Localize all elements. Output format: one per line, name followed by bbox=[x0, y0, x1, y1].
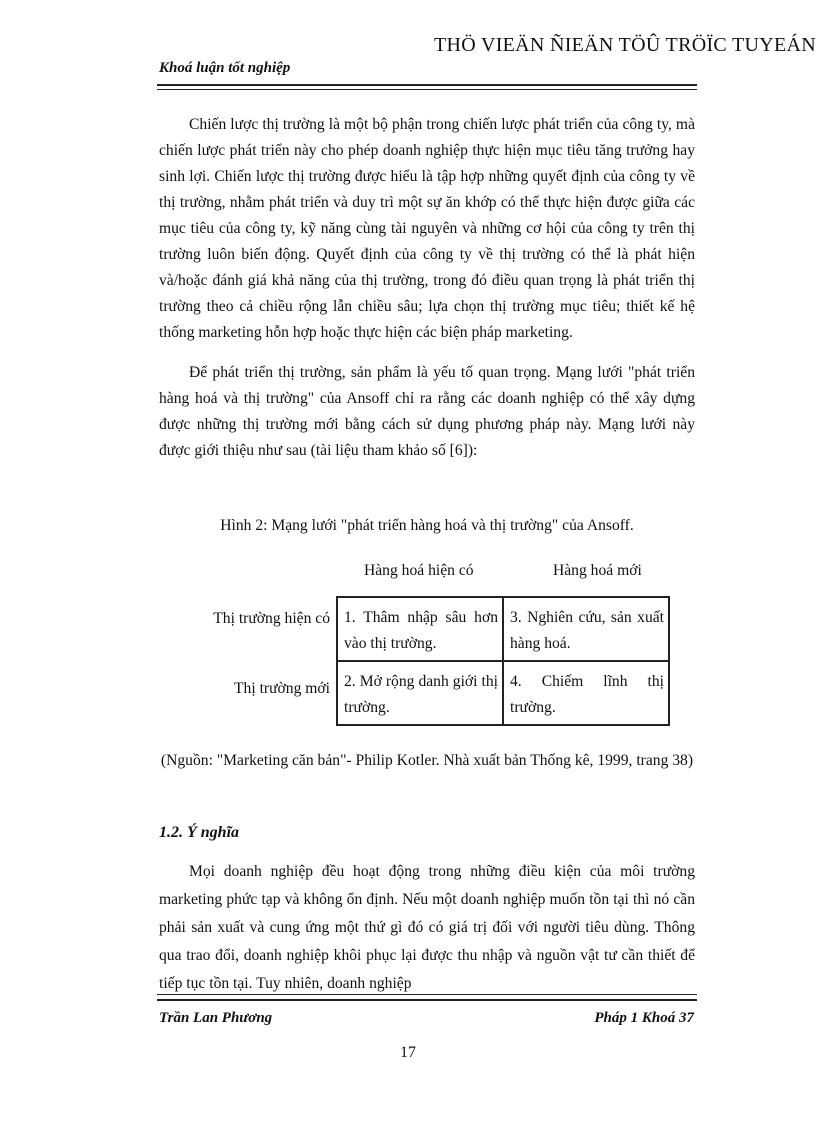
footer-rule-thin bbox=[157, 994, 697, 995]
section-heading: 1.2. Ý nghĩa bbox=[159, 824, 240, 841]
row-label-existing-market: Thị trường hiện có bbox=[213, 610, 330, 627]
header-rule bbox=[157, 84, 697, 86]
page-number: 17 bbox=[400, 1044, 416, 1061]
ansoff-matrix bbox=[336, 596, 670, 726]
section-body bbox=[159, 858, 695, 998]
paragraph-1: Chiến lược thị trường là một bộ phận trong chiến lược phát triển của công ty, mà chiến lược phát triển này cho phép doanh nghiệp thực hiện mục tiêu tăng trưởng hay sinh lợi. Chiến lược thị trường được hiểu là tập hợp những quyết định của công ty về thị trường, nhằm phát triển và duy trì một sự ăn khớp có thể thực hiện được giữa các mục tiêu của công ty, kỹ năng cùng tài nguyên và những cơ hội của công ty trên thị trường luôn biến động. Quyết định của công ty về thị trường có thể là phát hiện và/hoặc đánh giá khả năng của thị trường, trong đó điều quan trọng là phát triển thị trường theo cả chiều rộng lẫn chiều sâu; lựa chọn thị trường mục tiêu; thiết kế hệ thống marketing hỗn hợp hoặc thực hiện các biện pháp marketing. bbox=[159, 116, 695, 341]
figure-caption: Hình 2: Mạng lưới "phát triển hàng hoá và thị trường" của Ansoff. bbox=[220, 517, 634, 534]
col-header-existing-goods: Hàng hoá hiện có bbox=[364, 562, 474, 579]
row-label-new-market: Thị trường mới bbox=[234, 680, 330, 697]
footer-rule bbox=[157, 999, 697, 1001]
matrix-cell-2: 2. Mở rộng danh giới thị trường. bbox=[337, 661, 503, 725]
section-paragraph-1: Mọi doanh nghiệp đều hoạt động trong những điều kiện của môi trường marketing phức tạp và không ổn định. Nếu một doanh nghiệp muốn tồn tại thì nó cần phải sản xuất và cung ứng một thứ gì đó có giá trị đối với người tiêu dùng. Thông qua trao đổi, doanh nghiệp khôi phục lại được thu nhập và nguồn vật tư cần thiết để tiếp tục tồn tại. Tuy nhiên, doanh nghiệp bbox=[159, 863, 695, 992]
matrix-cell-3: 3. Nghiên cứu, sản xuất hàng hoá. bbox=[503, 597, 669, 661]
header-title: Khoá luận tốt nghiệp bbox=[159, 60, 291, 76]
matrix-cell-1: 1. Thâm nhập sâu hơn vào thị trường. bbox=[337, 597, 503, 661]
watermark-text: THÖ VIEÄN ÑIEÄN TÖÛ TRÖÏC TUYEÁN bbox=[434, 34, 816, 56]
col-header-new-goods: Hàng hoá mới bbox=[553, 562, 642, 579]
footer-author: Trần Lan Phương bbox=[159, 1010, 273, 1026]
matrix-cell-4: 4. Chiếm lĩnh thị trường. bbox=[503, 661, 669, 725]
body-text bbox=[159, 112, 695, 464]
header-rule-thin bbox=[157, 89, 697, 90]
figure-source: (Nguồn: "Marketing căn bản"- Philip Kotler. Nhà xuất bản Thống kê, 1999, trang 38) bbox=[160, 752, 694, 769]
footer-class: Pháp 1 Khoá 37 bbox=[594, 1010, 694, 1026]
paragraph-2: Để phát triển thị trường, sản phẩm là yếu tố quan trọng. Mạng lưới "phát triển hàng hoá và thị trường" của Ansoff chỉ ra rằng các doanh nghiệp có thể xây dựng được những thị trường mới bằng cách sử dụng phương pháp này. Mạng lưới này được giới thiệu như sau (tài liệu tham khảo số [6]): bbox=[159, 364, 695, 459]
